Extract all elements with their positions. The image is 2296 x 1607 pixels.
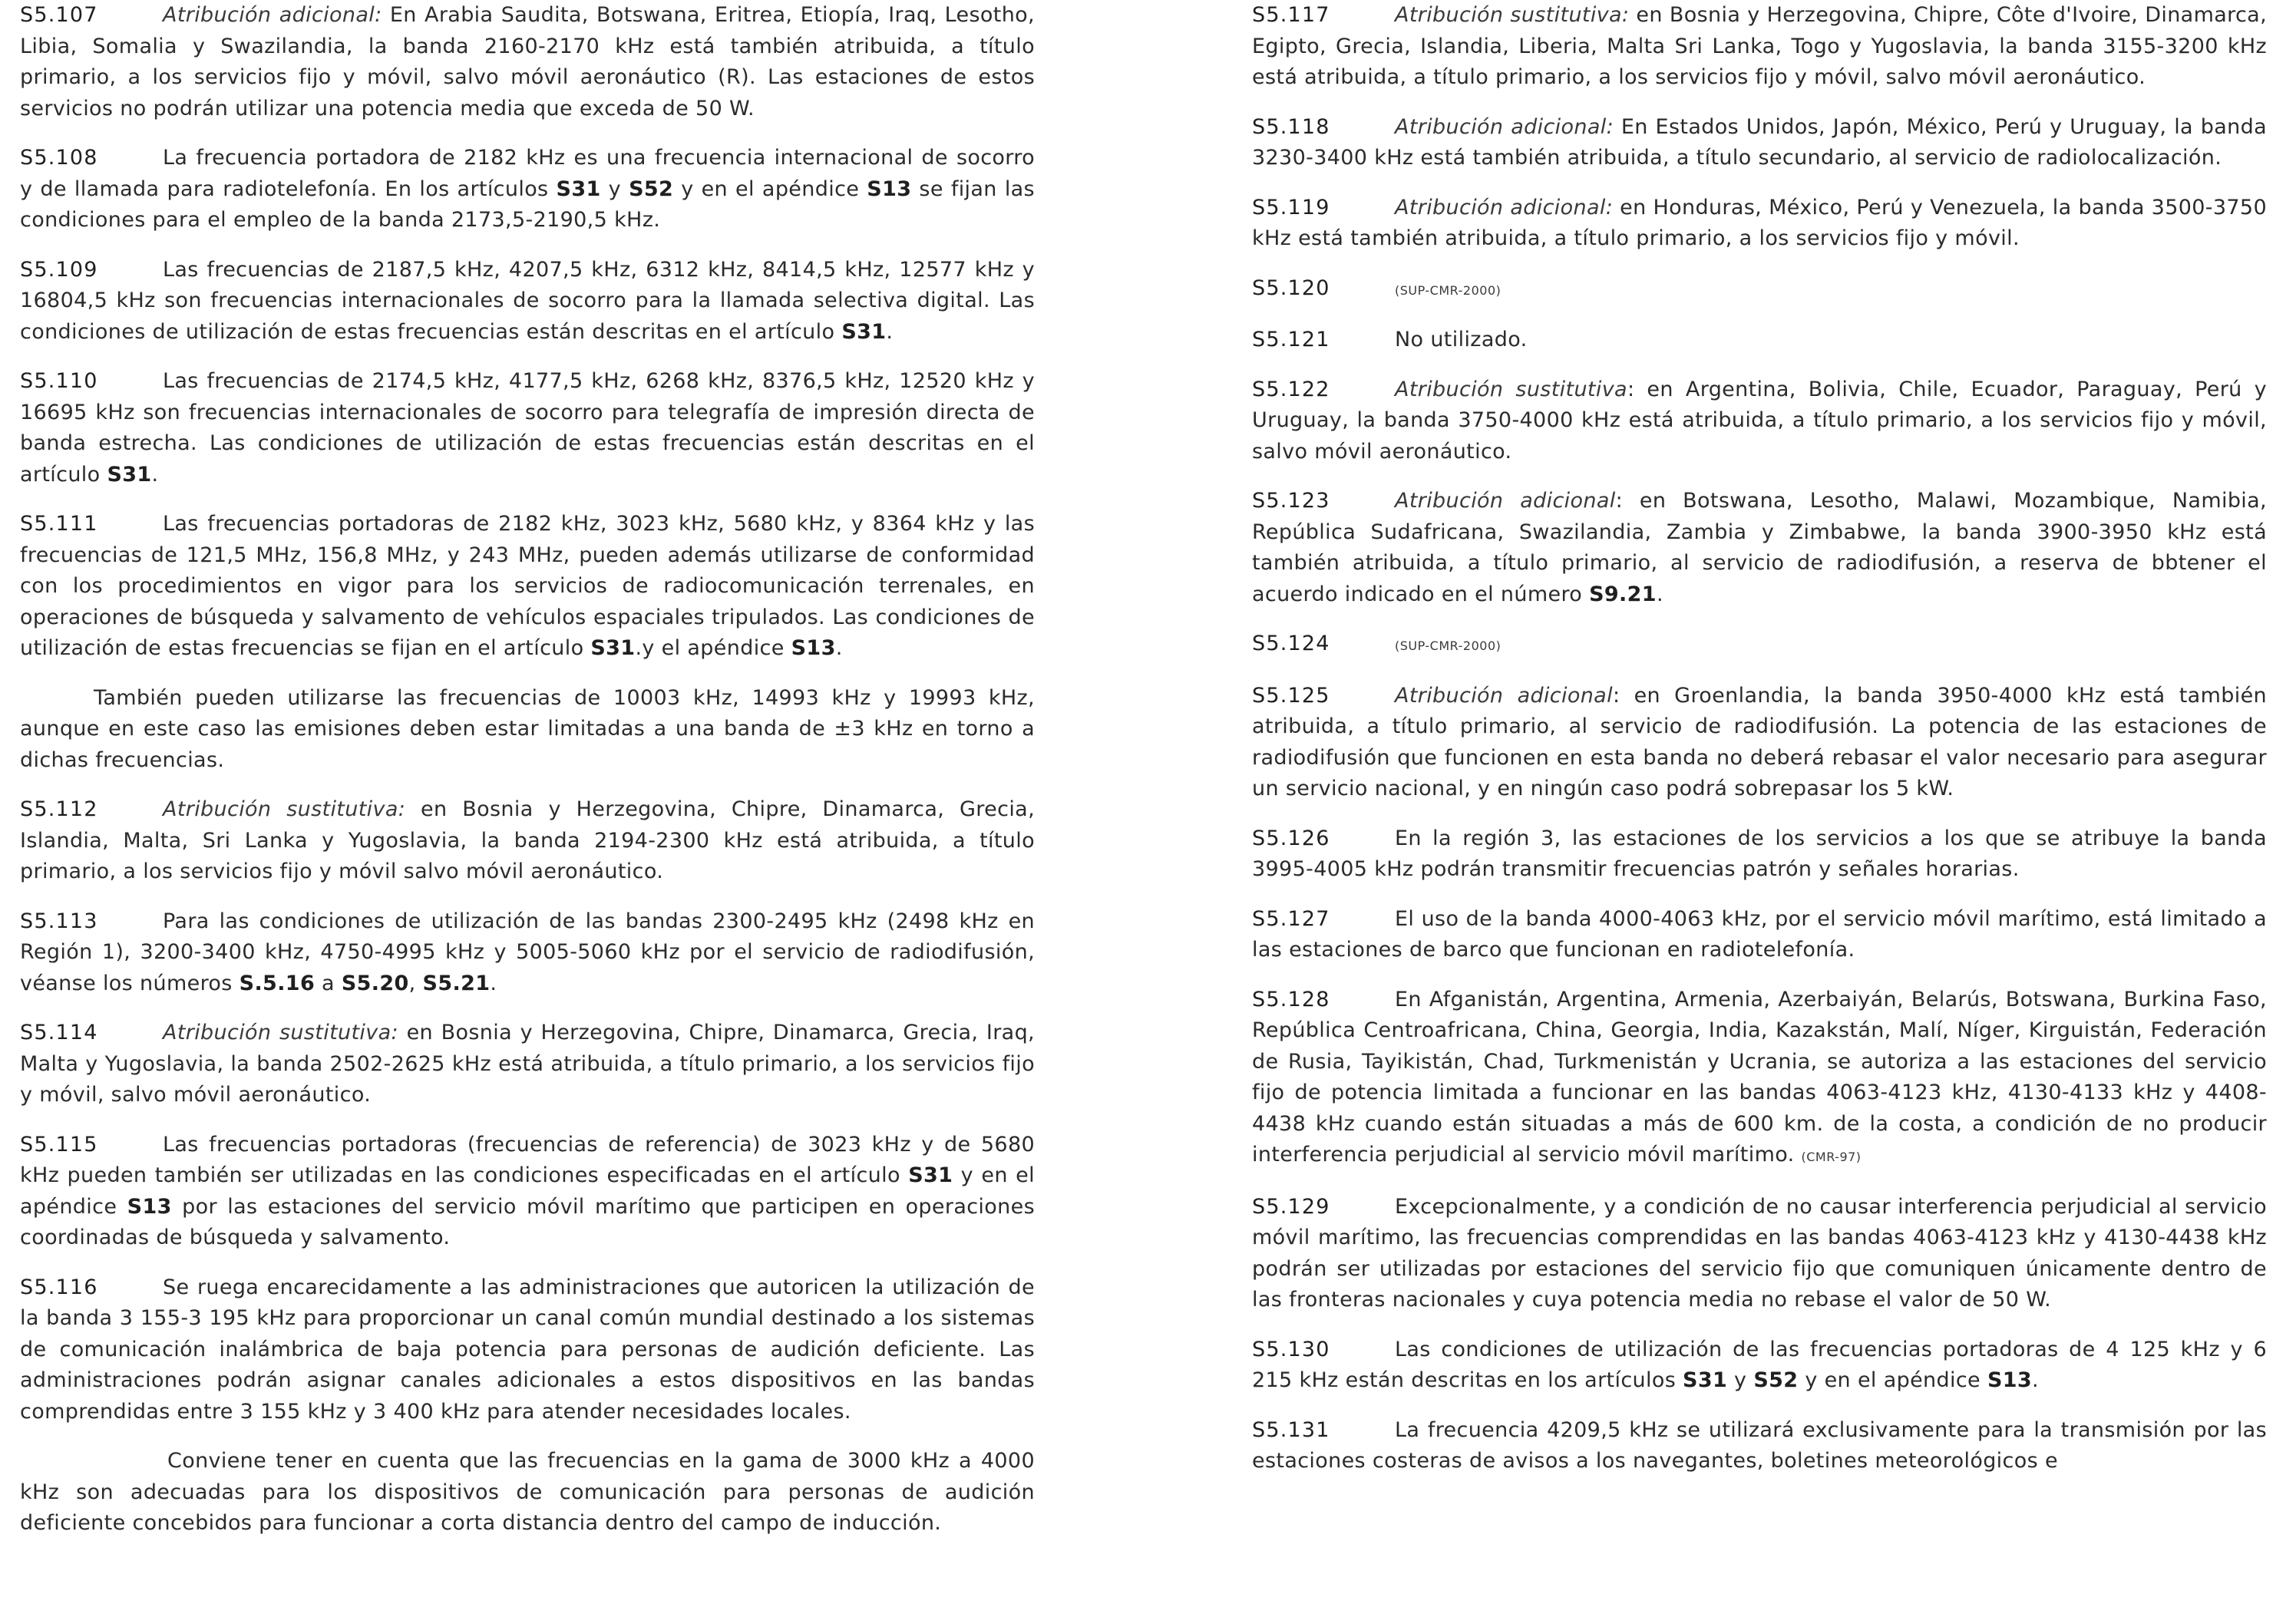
provision-number: S5.122: [1252, 377, 1330, 401]
provision-s5-113: [20, 906, 1035, 1000]
conference-tag: (CMR-97): [1801, 1150, 1862, 1164]
body-text: No utilizado.: [1395, 328, 1528, 351]
allocation-type-label: Atribución sustitutiva:: [163, 1021, 398, 1044]
cross-reference: S13: [791, 636, 836, 660]
provision-number: S5.121: [1252, 328, 1330, 351]
provision-s5-108: [20, 143, 1035, 236]
body-text: en Bosnia y Herzegovina, Chipre, Dinamarca, Grecia, Islandia, Malta, Sri Lanka y Yugoslavia, la banda 2194-2300 kHz está atribuida, a título primario, a los servicios fijo y móvil salvo móvil aeronáutico.: [20, 797, 1035, 883]
conference-tag: (SUP-CMR-2000): [1395, 639, 1501, 653]
cross-reference: S13: [1987, 1368, 2033, 1392]
allocation-type-label: Atribución adicional:: [1395, 195, 1614, 219]
body-text: en Honduras, México, Perú y Venezuela, la banda 3500-3750 kHz está también atribuida, a título primario, a los servicios fijo y móvil.: [1252, 195, 2267, 250]
cross-reference: S31: [1683, 1368, 1728, 1392]
provision-s5-119: [1252, 193, 2267, 255]
body-text: en Bosnia y Herzegovina, Chipre, Côte d'Ivoire, Dinamarca, Egipto, Grecia, Islandia, Liberia, Malta Sri Lanka, Togo y Yugoslavia, la banda 3155-3200 kHz está atribuida, a título primario, a los servicios fijo y móvil, salvo móvil aeronáutico.: [1252, 3, 2267, 89]
body-text: El uso de la banda 4000-4063 kHz, por el servicio móvil marítimo, está limitado a las estaciones de barco que funcionan en radiotelefonía.: [1252, 906, 2267, 962]
body-text: .: [835, 636, 843, 660]
allocation-type-label: Atribución sustitutiva:: [1395, 3, 1630, 27]
provision-s5-129: [1252, 1192, 2267, 1316]
body-text: y en el apéndice: [20, 1163, 1035, 1219]
body-text: Se ruega encarecidamente a las administraciones que autoricen la utilización de la banda 3 155-3 195 kHz para proporcionar un canal común mundial destinado a los sistemas de comunicación inalámbrica de baja potencia para personas de audición deficiente. Las administraciones podrán asignar canales adicionales a estos dispositivos en las bandas comprendidas entre 3 155 kHz y 3 400 kHz para atender necesidades locales.: [20, 1275, 1035, 1424]
body-text: .: [151, 462, 159, 487]
body-text: ,: [408, 971, 423, 995]
provision-number: S5.131: [1252, 1417, 1330, 1442]
cross-reference: S31: [107, 462, 152, 487]
provision-s5-126: [1252, 823, 2267, 886]
provision-s5-120: [1252, 273, 2267, 307]
provision-number: S5.126: [1252, 826, 1330, 850]
provision-s5-127: [1252, 904, 2267, 966]
cross-reference: S31: [556, 177, 601, 201]
provision-number: S5.112: [20, 797, 98, 821]
allocation-type-label: Atribución adicional: [1395, 489, 1616, 513]
provision-s5-128: [1252, 985, 2267, 1173]
provision-s5-131: [1252, 1415, 2267, 1477]
body-text: y: [1727, 1368, 1754, 1392]
body-text: Para las condiciones de utilización de las bandas 2300-2495 kHz (2498 kHz en Región 1), 3200-3400 kHz, 4750-4995 kHz y 5005-5060 kHz por el servicio de radiodifusión, véanse los números: [20, 909, 1035, 995]
provision-number: S5.113: [20, 909, 98, 933]
body-text: .y el apéndice: [635, 636, 791, 660]
provision-number: S5.128: [1252, 987, 1330, 1011]
provision-s5-111: [20, 509, 1035, 665]
body-text: a: [315, 971, 342, 995]
body-text: Las condiciones de utilización de las frecuencias portadoras de 4 125 kHz y 6 215 kHz están descritas en los artículos: [1252, 1337, 2267, 1392]
provision-s5-122: [1252, 375, 2267, 468]
body-text: por las estaciones del servicio móvil marítimo que participen en operaciones coordinadas de búsqueda y salvamento.: [20, 1194, 1035, 1249]
provision-number: S5.130: [1252, 1337, 1330, 1361]
provision-number: S5.110: [20, 369, 98, 393]
provision-number: S5.119: [1252, 195, 1330, 219]
cross-reference: S13: [127, 1194, 172, 1219]
provision-number: S5.108: [20, 146, 98, 170]
provision-number: S5.118: [1252, 114, 1330, 139]
provision-number: S5.120: [1252, 276, 1330, 300]
cross-reference: S5.21: [422, 971, 491, 995]
provision-number: S5.117: [1252, 3, 1330, 27]
allocation-type-label: Atribución adicional: [1395, 683, 1613, 708]
conference-tag: (SUP-CMR-2000): [1395, 282, 1501, 298]
cross-reference: S31: [908, 1163, 953, 1187]
body-text: Conviene tener en cuenta que las frecuencias en la gama de 3000 kHz a 4000 kHz son adecuadas para los dispositivos de comunicación para personas de audición deficiente concebidos para funcionar a corta distancia dentro del campo de inducción.: [20, 1449, 1035, 1535]
provision-number: S5.116: [20, 1275, 98, 1299]
right-column: [1252, 0, 2267, 1607]
cross-reference: S.5.16: [239, 971, 315, 995]
provision-s5-121: [1252, 325, 2267, 356]
provision-number: S5.111: [20, 512, 98, 536]
provision-s5-115: [20, 1130, 1035, 1254]
provision-s5-123: [1252, 486, 2267, 610]
cross-reference: S13: [867, 177, 912, 201]
body-text: : en Argentina, Bolivia, Chile, Ecuador, Paraguay, Perú y Uruguay, la banda 3750-4000 kHz está atribuida, a título primario, a los servicios fijo y móvil, salvo móvil aeronáutico.: [1252, 377, 2267, 464]
provision-s5-125: [1252, 681, 2267, 805]
provision-s5-130: [1252, 1335, 2267, 1397]
body-text: Las frecuencias portadoras de 2182 kHz, 3023 kHz, 5680 kHz, y 8364 kHz y las frecuencias de 121,5 MHz, 156,8 MHz, y 243 MHz, pueden además utilizarse de conformidad con los procedimientos en vigor para los servicios de radiocomunicación terrenales, en operaciones de búsqueda y salvamento de vehículos espaciales tripulados. Las condiciones de utilización de estas frecuencias se fijan en el artículo: [20, 512, 1035, 660]
body-text: y en el apéndice: [673, 177, 867, 201]
body-text: .: [2032, 1368, 2039, 1392]
provision-s5-112: [20, 794, 1035, 888]
provision-number: S5.127: [1252, 906, 1330, 931]
body-text: Las frecuencias de 2187,5 kHz, 4207,5 kHz, 6312 kHz, 8414,5 kHz, 12577 kHz y 16804,5 kHz son frecuencias internacionales de socorro para la llamada selectiva digital. Las condiciones de utilización de estas frecuencias están descritas en el artículo: [20, 257, 1035, 344]
body-text: La frecuencia 4209,5 kHz se utilizará exclusivamente para la transmisión por las estaciones costeras de avisos a los navegantes, boletines meteorológicos e: [1252, 1417, 2267, 1473]
continuation-paragraph: [20, 683, 1035, 777]
provision-number: S5.107: [20, 3, 98, 27]
body-text: .: [886, 319, 894, 344]
body-text: y: [600, 177, 629, 201]
provision-s5-109: [20, 255, 1035, 348]
provision-number: S5.114: [20, 1021, 98, 1044]
body-text: En Arabia Saudita, Botswana, Eritrea, Etiopía, Iraq, Lesotho, Libia, Somalia y Swazilandia, la banda 2160-2170 kHz está también atribuida, a título primario, a los servicios fijo y móvil, salvo móvil aeronáutico (R). Las estaciones de estos servicios no podrán utilizar una potencia media que exceda de 50 W.: [20, 3, 1035, 120]
provision-s5-124: [1252, 629, 2267, 662]
body-text: .: [1656, 582, 1663, 606]
provision-number: S5.124: [1252, 632, 1330, 655]
provision-s5-116: [20, 1272, 1035, 1428]
body-text: En Estados Unidos, Japón, México, Perú y Uruguay, la banda 3230-3400 kHz está también atribuida, a título secundario, al servicio de radiolocalización.: [1252, 114, 2267, 170]
body-text: La frecuencia portadora de 2182 kHz es una frecuencia internacional de socorro y de llamada para radiotelefonía. En los artículos: [20, 146, 1035, 201]
allocation-type-label: Atribución sustitutiva: [1395, 377, 1627, 401]
left-column: [20, 0, 1035, 1607]
provision-s5-118: [1252, 112, 2267, 174]
provision-number: S5.115: [20, 1132, 98, 1157]
provision-s5-117: [1252, 0, 2267, 94]
body-text: En la región 3, las estaciones de los servicios a los que se atribuye la banda 3995-4005 kHz podrán transmitir frecuencias patrón y señales horarias.: [1252, 826, 2267, 881]
continuation-paragraph: [20, 1446, 1035, 1539]
cross-reference: S52: [1753, 1368, 1799, 1392]
cross-reference: S9.21: [1589, 582, 1657, 606]
body-text: : en Botswana, Lesotho, Malawi, Mozambique, Namibia, República Sudafricana, Swazilandia, Zambia y Zimbabwe, la banda 3900-3950 kHz está también atribuida, a título primario, al servicio de radiodifusión, a reserva de bbtener el acuerdo indicado en el número: [1252, 489, 2267, 606]
provision-number: S5.123: [1252, 489, 1330, 513]
provision-s5-114: [20, 1018, 1035, 1111]
body-text: Las frecuencias portadoras (frecuencias de referencia) de 3023 kHz y de 5680 kHz pueden también ser utilizadas en las condiciones especificadas en el artículo: [20, 1132, 1035, 1187]
provision-number: S5.125: [1252, 683, 1330, 708]
body-text: Las frecuencias de 2174,5 kHz, 4177,5 kHz, 6268 kHz, 8376,5 kHz, 12520 kHz y 16695 kHz son frecuencias internacionales de socorro para telegrafía de impresión directa de banda estrecha. Las condiciones de utilización de estas frecuencias están descritas en el artículo: [20, 369, 1035, 487]
allocation-type-label: Atribución sustitutiva:: [163, 797, 406, 821]
allocation-type-label: Atribución adicional:: [1395, 114, 1614, 139]
provision-number: S5.109: [20, 257, 98, 282]
provision-s5-107: [20, 0, 1035, 124]
cross-reference: S31: [590, 636, 636, 660]
body-text: y en el apéndice: [1798, 1368, 1987, 1392]
cross-reference: S52: [629, 177, 674, 201]
body-text: se fijan las condiciones para el empleo de la banda 2173,5-2190,5 kHz.: [20, 177, 1035, 232]
body-text: En Afganistán, Argentina, Armenia, Azerbaiyán, Belarús, Botswana, Burkina Faso, República Centroafricana, China, Georgia, India, Kazakstán, Malí, Níger, Kirguistán, Federación de Rusia, Tayikistán, Chad, Turkmenistán y Ucrania, se autoriza a las estaciones del servicio fijo de potencia limitada a funcionar en las bandas 4063-4123 kHz, 4130-4133 kHz y 4408-4438 kHz cuando están situadas a más de 600 km. de la costa, a condición de no producir interferencia perjudicial al servicio móvil marítimo.: [1252, 987, 2267, 1166]
provision-number: S5.129: [1252, 1194, 1330, 1219]
body-text: Excepcionalmente, y a condición de no causar interferencia perjudicial al servicio móvil marítimo, las frecuencias comprendidas en las bandas 4063-4123 kHz y 4130-4438 kHz podrán ser utilizadas por estaciones del servicio fijo que comuniquen únicamente dentro de las fronteras nacionales y cuya potencia media no rebase el valor de 50 W.: [1252, 1194, 2267, 1312]
allocation-type-label: Atribución adicional:: [163, 3, 382, 27]
provision-s5-110: [20, 366, 1035, 490]
cross-reference: S5.20: [341, 971, 409, 995]
body-text: en Bosnia y Herzegovina, Chipre, Dinamarca, Grecia, Iraq, Malta y Yugoslavia, la banda 2502-2625 kHz está atribuida, a título primario, a los servicios fijo y móvil, salvo móvil aeronáutico.: [20, 1021, 1035, 1107]
cross-reference: S31: [841, 319, 887, 344]
body-text: .: [490, 971, 497, 995]
body-text: También pueden utilizarse las frecuencias de 10003 kHz, 14993 kHz y 19993 kHz, aunque en este caso las emisiones deben estar limitadas a una banda de ±3 kHz en torno a dichas frecuencias.: [20, 685, 1035, 772]
body-text: : en Groenlandia, la banda 3950-4000 kHz está también atribuida, a título primario, al servicio de radiodifusión. La potencia de las estaciones de radiodifusión que funcionen en esta banda no deberá rebasar el valor necesario para asegurar un servicio nacional, y en ningún caso podrá sobrepasar los 5 kW.: [1252, 683, 2267, 800]
